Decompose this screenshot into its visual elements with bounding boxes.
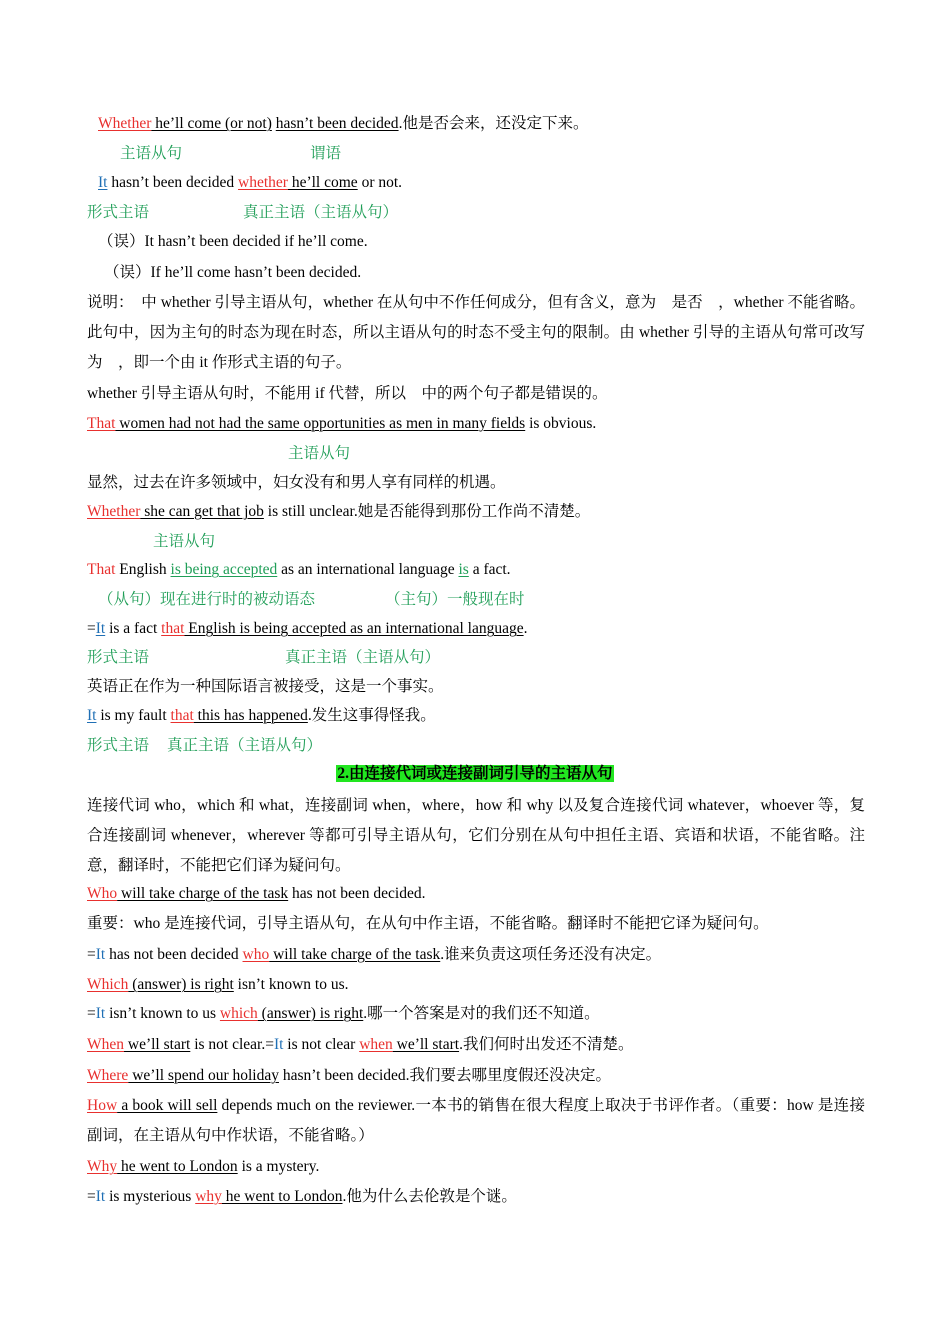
section-heading: 2.由连接代词或连接副词引导的主语从句 xyxy=(337,765,613,782)
translation-line: 显然，过去在许多领域中，妇女没有和男人享有同样的机遇。 xyxy=(87,474,506,491)
annotation-line: 主语从句 xyxy=(153,533,216,550)
annotation-line: （从句）现在进行时的被动语态 （主句）一般现在时 xyxy=(98,591,525,608)
example-paragraph: How a book will sell depends much on the reviewer.一本书的销售在很大程度上取决于书评作者。（重要：how 是连接副词，在主语从句中作状语，不能省略。） xyxy=(87,1097,865,1144)
explanation-paragraph: 连接代词 who，which 和 what，连接副词 when，where，how 和 why 以及复合连接代词 whatever，whoever 等，复合连接副词 whenever，wherever 等都可引导主语从句，它们分别在从句中担任主语、宾语和状语，不能省略。注意，翻译时，不能把它们译为疑问句。 xyxy=(87,797,865,874)
example-line: Why he went to London is a mystery. xyxy=(87,1158,320,1175)
example-line: Which (answer) is right isn’t known to us. xyxy=(87,976,349,993)
example-line: It hasn’t been decided whether he’ll come or not. xyxy=(98,174,403,191)
annotation-line: 形式主语 真正主语（主语从句） xyxy=(87,204,399,221)
wrong-example: （误）It hasn’t been decided if he’ll come. xyxy=(98,233,368,250)
example-line: =It is mysterious why he went to London.他为什么去伦敦是个谜。 xyxy=(87,1188,517,1205)
annotation-line: 主语从句 xyxy=(288,445,351,462)
example-line: That English is being accepted as an international language is a fact. xyxy=(87,561,511,578)
example-line: =It isn’t known to us which (answer) is right.哪一个答案是对的我们还不知道。 xyxy=(87,1005,600,1022)
example-line: Whether she can get that job is still unclear.她是否能得到那份工作尚不清楚。 xyxy=(87,503,591,520)
note-line: whether 引导主语从句时，不能用 if 代替，所以 中的两个句子都是错误的。 xyxy=(87,385,608,402)
example-line: That women had not had the same opportunities as men in many fields is obvious. xyxy=(87,415,597,432)
example-line: Whether he’ll come (or not) hasn’t been decided.他是否会来，还没定下来。 xyxy=(98,115,589,132)
example-line: Who will take charge of the task has not been decided. xyxy=(87,885,426,902)
annotation-line: 形式主语 真正主语（主语从句） xyxy=(87,737,323,754)
annotation-line: 主语从句 谓语 xyxy=(120,145,342,162)
wrong-example: （误）If he’ll come hasn’t been decided. xyxy=(104,264,362,281)
example-line: Where we’ll spend our holiday hasn’t been decided.我们要去哪里度假还没决定。 xyxy=(87,1067,612,1084)
example-line: =It is a fact that English is being accepted as an international language. xyxy=(87,620,528,637)
translation-line: 英语正在作为一种国际语言被接受，这是一个事实。 xyxy=(87,678,444,695)
example-line: It is my fault that this has happened.发生这事得怪我。 xyxy=(87,707,436,724)
annotation-line: 形式主语 真正主语（主语从句） xyxy=(87,649,441,666)
explanation-paragraph: 说明： 中 whether 引导主语从句，whether 在从句中不作任何成分，但有含义，意为 是否 ，whether 不能省略。此句中，因为主句的时态为现在时态，所以主语从句的时态不受主句的限制。由 whether 引导的主语从句常可改写为 ，即一个由 it 作形式主语的句子。 xyxy=(87,294,865,371)
example-line: When we’ll start is not clear.=It is not clear when we’ll start.我们何时出发还不清楚。 xyxy=(87,1036,634,1053)
example-line: =It has not been decided who will take charge of the task.谁来负责这项任务还没有决定。 xyxy=(87,946,662,963)
note-line: 重要：who 是连接代词，引导主语从句，在从句中作主语，不能省略。翻译时不能把它译为疑问句。 xyxy=(87,915,769,932)
